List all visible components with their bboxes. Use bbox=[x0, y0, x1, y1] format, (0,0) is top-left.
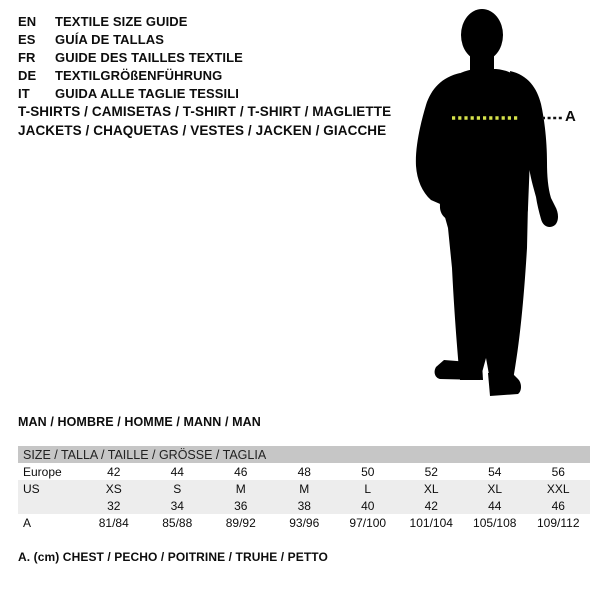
cell: XL bbox=[423, 481, 439, 496]
cell: 85/88 bbox=[162, 515, 193, 530]
cell: S bbox=[173, 481, 182, 496]
cell: 50 bbox=[361, 464, 375, 479]
cell: 42 bbox=[107, 464, 121, 479]
language-code: ES bbox=[18, 31, 36, 47]
cell: 93/96 bbox=[289, 515, 320, 530]
table-row-europe bbox=[18, 463, 590, 480]
cell: 56 bbox=[551, 464, 565, 479]
cell: 105/108 bbox=[473, 515, 517, 530]
cell: XS bbox=[105, 481, 122, 496]
category-list bbox=[18, 103, 391, 140]
cell: XXL bbox=[546, 481, 570, 496]
language-label: GUIDA ALLE TAGLIE TESSILI bbox=[55, 85, 240, 101]
language-row-fr bbox=[18, 48, 243, 66]
section-title: MAN / HOMBRE / HOMME / MANN / MAN bbox=[18, 415, 261, 429]
table-row-chest-a bbox=[18, 514, 590, 531]
cell: 42 bbox=[424, 498, 438, 513]
cell: XL bbox=[487, 481, 503, 496]
table-row-us-numeric bbox=[18, 497, 590, 514]
language-label: GUIDE DES TAILLES TEXTILE bbox=[55, 49, 243, 65]
row-label: Europe bbox=[23, 464, 62, 479]
man-silhouette-figure bbox=[400, 8, 585, 398]
row-label: A bbox=[23, 515, 32, 530]
cell: 81/84 bbox=[98, 515, 129, 530]
cell: 34 bbox=[170, 498, 184, 513]
cell: 44 bbox=[170, 464, 184, 479]
table-row-us bbox=[18, 480, 590, 497]
cell: 54 bbox=[488, 464, 502, 479]
cell: 44 bbox=[488, 498, 502, 513]
cell: 38 bbox=[297, 498, 311, 513]
language-label: TEXTILGRÖßENFÜHRUNG bbox=[55, 67, 223, 83]
cell: 52 bbox=[424, 464, 438, 479]
cell: 32 bbox=[107, 498, 121, 513]
language-row-es bbox=[18, 30, 243, 48]
man-silhouette-icon bbox=[400, 8, 585, 398]
language-row-it bbox=[18, 84, 243, 102]
cell: 48 bbox=[297, 464, 311, 479]
cell: L bbox=[364, 481, 372, 496]
cell: 46 bbox=[234, 464, 248, 479]
category-tshirts: T-SHIRTS / CAMISETAS / T-SHIRT / T-SHIRT / MAGLIETTE bbox=[18, 104, 392, 119]
row-label: US bbox=[23, 481, 40, 496]
size-table-header: SIZE / TALLA / TAILLE / GRÖSSE / TAGLIA bbox=[18, 446, 590, 463]
cell: 46 bbox=[551, 498, 565, 513]
cell: 97/100 bbox=[349, 515, 387, 530]
measure-a-label: A bbox=[565, 108, 576, 125]
language-row-de bbox=[18, 66, 243, 84]
cell: 36 bbox=[234, 498, 248, 513]
cell: 109/112 bbox=[537, 515, 580, 530]
measurement-footnote: A. (cm) CHEST / PECHO / POITRINE / TRUHE / PETTO bbox=[18, 550, 328, 564]
language-list bbox=[18, 12, 243, 102]
category-jackets: JACKETS / CHAQUETAS / VESTES / JACKEN / GIACCHE bbox=[18, 122, 387, 138]
language-code: EN bbox=[18, 13, 37, 29]
language-code: DE bbox=[18, 67, 37, 83]
language-code: IT bbox=[18, 85, 30, 101]
cell: 40 bbox=[361, 498, 375, 513]
language-code: FR bbox=[18, 49, 36, 65]
cell: 89/92 bbox=[225, 515, 256, 530]
language-label: GUÍA DE TALLAS bbox=[55, 31, 165, 47]
cell: M bbox=[235, 481, 246, 496]
cell: 101/104 bbox=[409, 515, 453, 530]
cell: M bbox=[299, 481, 310, 496]
language-label: TEXTILE SIZE GUIDE bbox=[55, 13, 188, 29]
language-row-en bbox=[18, 12, 243, 30]
size-table bbox=[18, 446, 590, 531]
